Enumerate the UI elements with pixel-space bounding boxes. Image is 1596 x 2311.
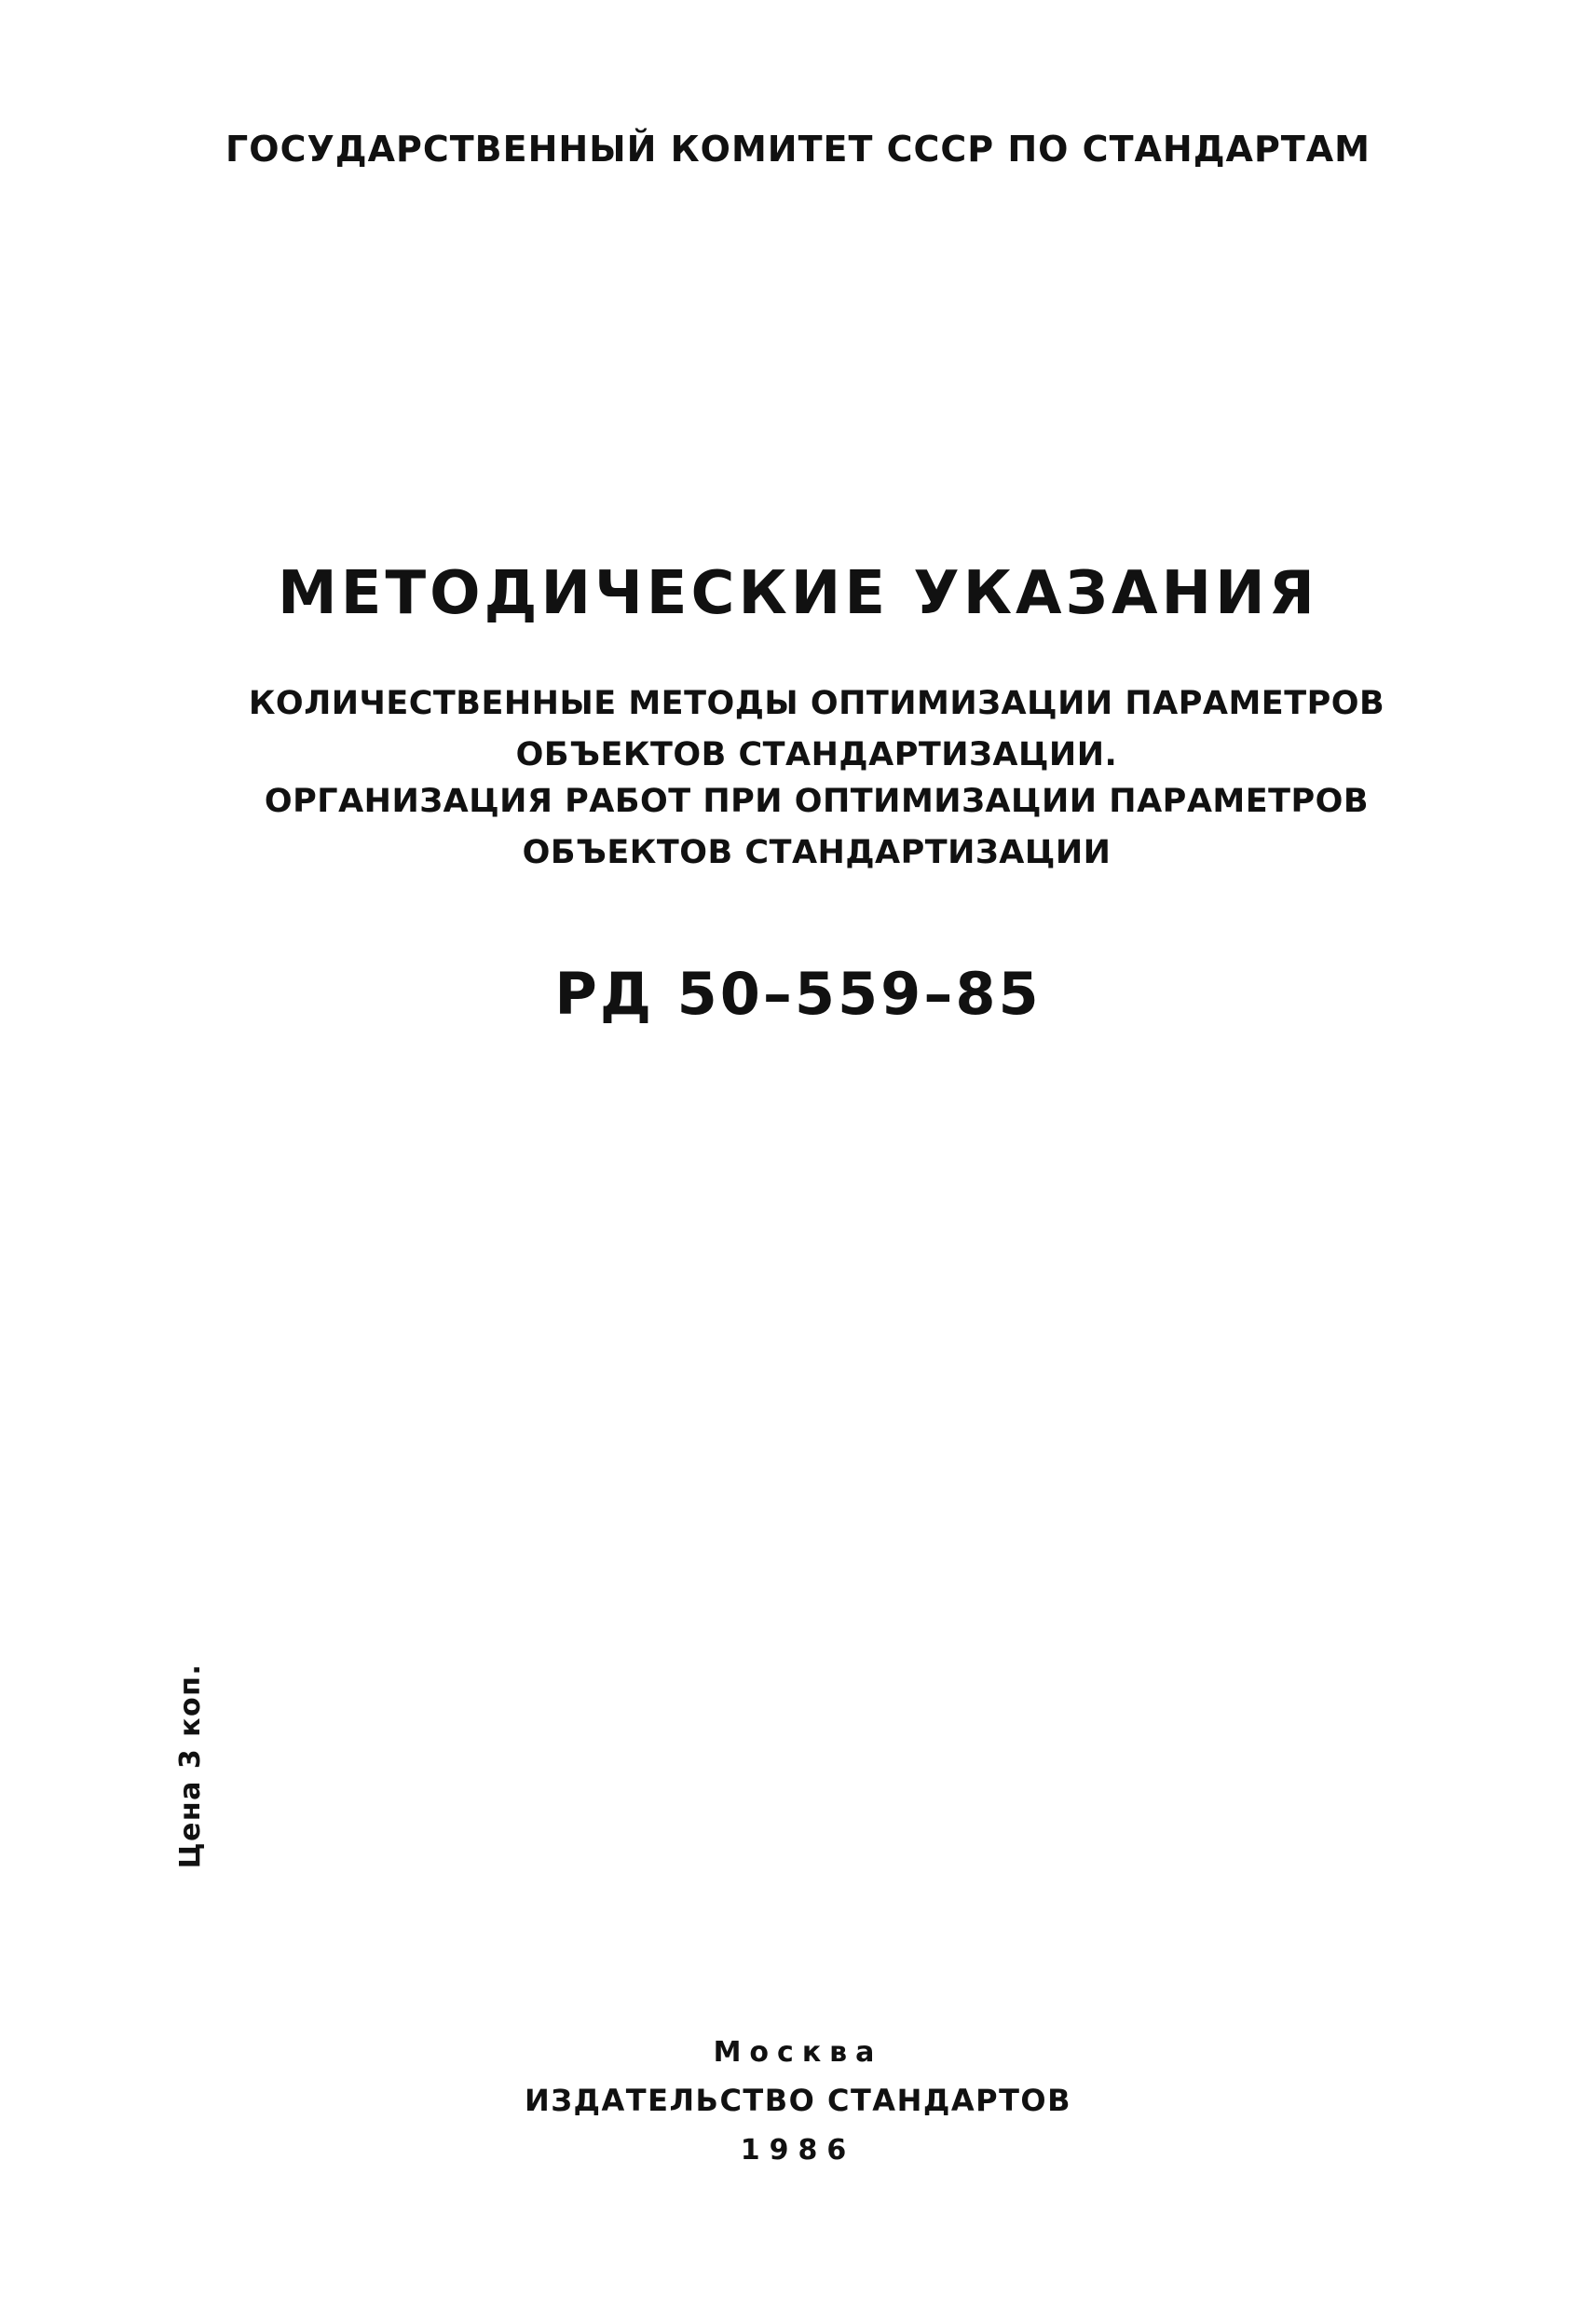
subtitle-line: ОБЪЕКТОВ СТАНДАРТИЗАЦИИ. — [515, 736, 1118, 773]
publisher-name: ИЗДАТЕЛЬСТВО СТАНДАРТОВ — [525, 2083, 1071, 2118]
publication-year: 1986 — [740, 2134, 856, 2167]
subtitle-line: ОРГАНИЗАЦИЯ РАБОТ ПРИ ОПТИМИЗАЦИИ ПАРАМЕТРОВ — [264, 783, 1370, 820]
document-type-title: МЕТОДИЧЕСКИЕ УКАЗАНИЯ — [278, 559, 1318, 628]
document-number: РД 50–559–85 — [554, 960, 1042, 1028]
price-label: Цена 3 коп. — [174, 1662, 207, 1869]
subtitle-line: КОЛИЧЕСТВЕННЫЕ МЕТОДЫ ОПТИМИЗАЦИИ ПАРАМЕТРОВ — [248, 685, 1385, 722]
publication-city: Москва — [713, 2036, 883, 2069]
agency-header: ГОСУДАРСТВЕННЫЙ КОМИТЕТ СССР ПО СТАНДАРТАМ — [225, 129, 1371, 170]
subtitle-line: ОБЪЕКТОВ СТАНДАРТИЗАЦИИ — [522, 834, 1112, 871]
